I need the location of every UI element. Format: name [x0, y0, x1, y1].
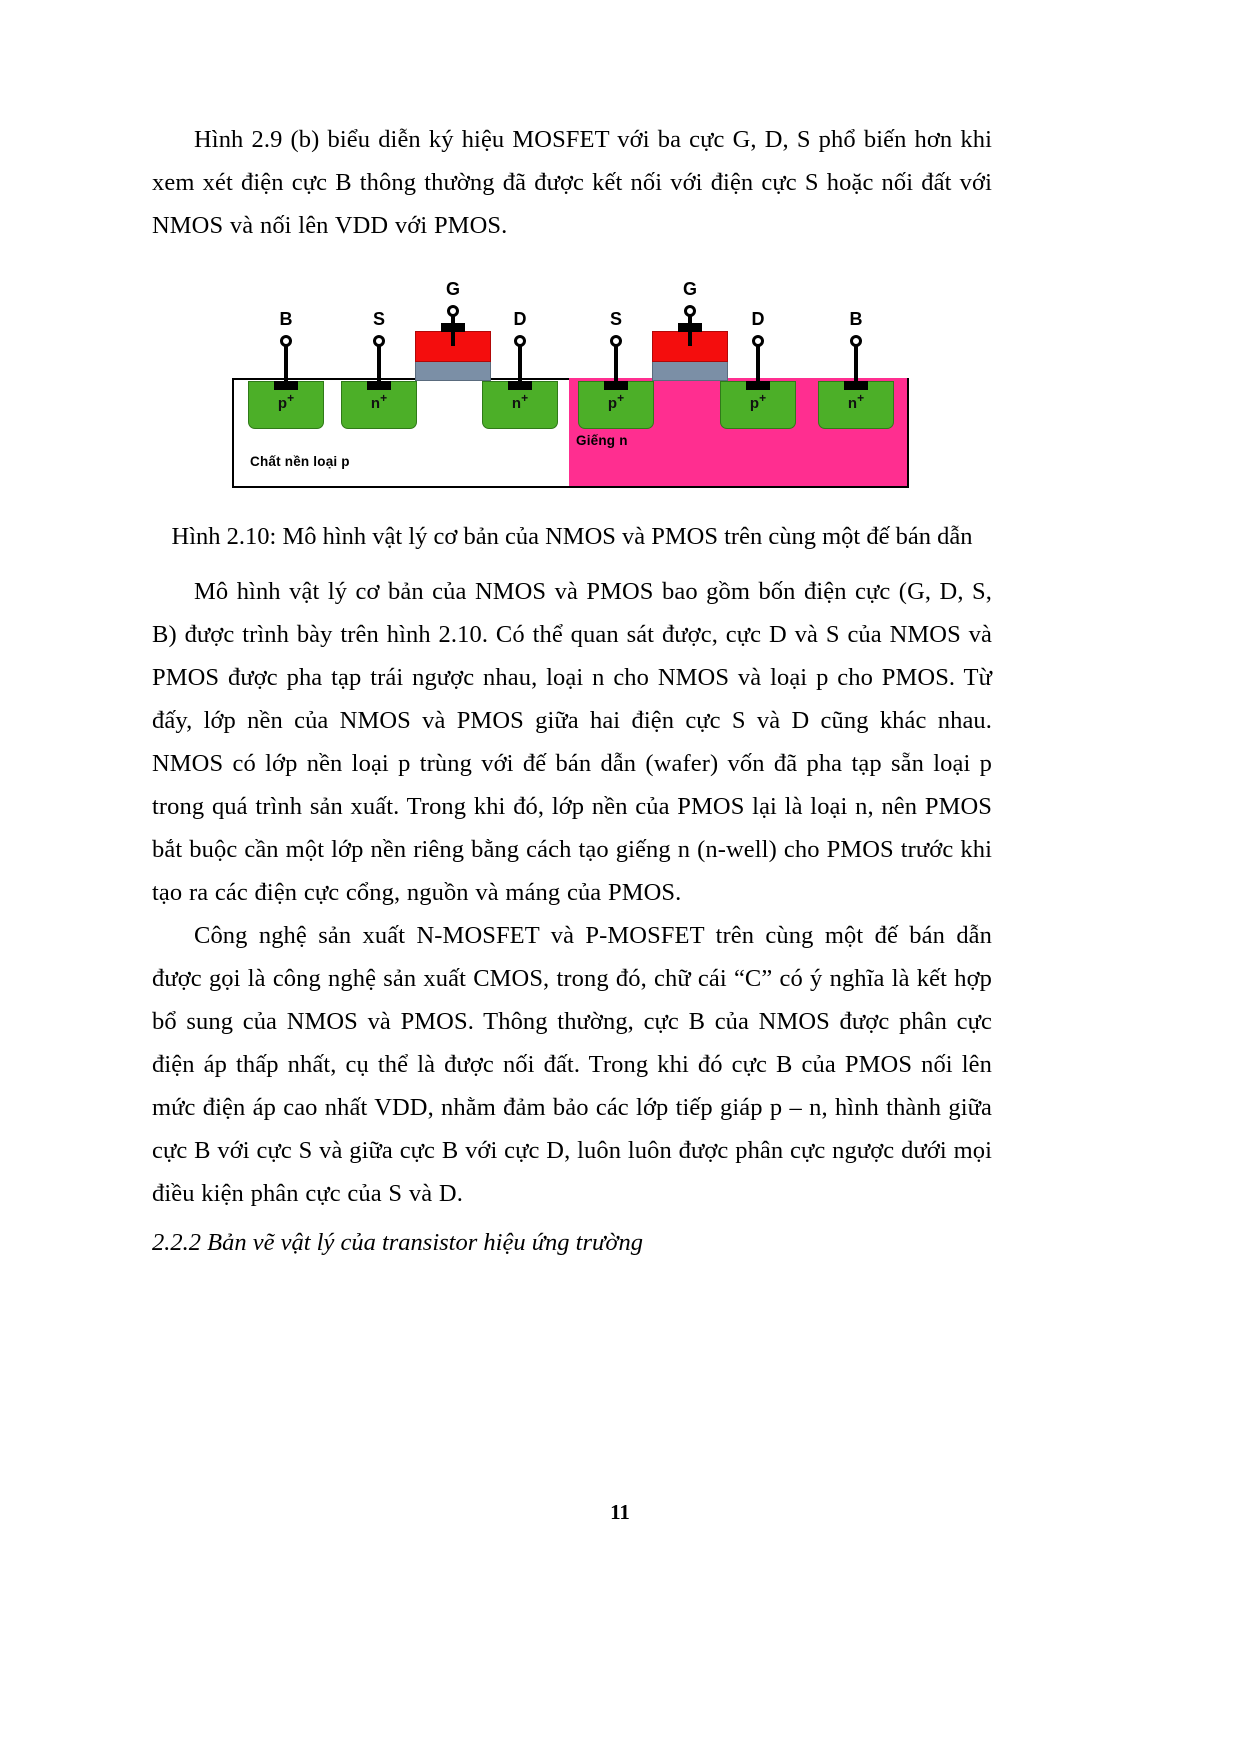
p-substrate-label: Chất nền loại p — [250, 454, 350, 469]
pmos-terminal-b-stem — [854, 346, 858, 384]
pmos-terminal-s-label: S — [609, 309, 622, 329]
pmos-drain-region-label: p — [749, 395, 760, 412]
pmos-body-region-label: n — [847, 395, 858, 412]
pmos-terminal-g-contact-pad — [678, 323, 702, 332]
pmos-drain-region-sup: + — [759, 391, 767, 405]
pmos-terminal-s-stem — [614, 346, 618, 384]
pmos-terminal-s-contact-pad — [604, 381, 628, 390]
intro-paragraph: Hình 2.9 (b) biểu diễn ký hiệu MOSFET với ba cực G, D, S phổ biến hơn khi xem xét điện cực B thông thường đã được kết nối với điện cực S hoặc nối đất với NMOS và nối lên VDD với PMOS. — [152, 126, 992, 239]
section-heading-2-2-2: 2.2.2 Bản vẽ vật lý của transistor hiệu ứng trường — [152, 1229, 643, 1256]
nmos-source-region-sup: + — [380, 391, 388, 405]
pmos-terminal-d-label: D — [751, 309, 765, 329]
pmos-terminal-d-stem — [756, 346, 760, 384]
n-well-label: Giếng n — [576, 433, 628, 448]
nmos-terminal-g-label: G — [445, 279, 460, 299]
pmos-terminal-g-label: G — [682, 279, 697, 299]
nmos-terminal-b-stem — [284, 346, 288, 384]
nmos-terminal-b-contact-pad — [274, 381, 298, 390]
pmos-source-region-label: p — [607, 395, 618, 412]
figure-2-10 — [152, 273, 992, 495]
body-paragraph-1: Mô hình vật lý cơ bản của NMOS và PMOS bao gồm bốn điện cực (G, D, S, B) được trình bày trên hình 2.10. Có thể quan sát được, cực D và S của NMOS và PMOS được pha tạp trái ngược nhau, loại n cho NMOS và loại p cho PMOS. Từ đấy, lớp nền của NMOS và PMOS giữa hai điện cực S và D cũng khác nhau. NMOS có lớp nền loại p trùng với đế bán dẫn (wafer) vốn đã pha tạp sẵn loại p trong quá trình sản xuất. Trong khi đó, lớp nền của PMOS lại là loại n, nên PMOS bắt buộc cần một lớp nền riêng bằng cách tạo giếng n (n-well) cho PMOS trước khi tạo ra các điện cực cổng, nguồn và máng của PMOS. — [152, 578, 992, 906]
figure-diagram — [226, 273, 909, 495]
nmos-body-region-label: p — [277, 395, 288, 412]
body-paragraph-2: Công nghệ sản xuất N-MOSFET và P-MOSFET trên cùng một đế bán dẫn được gọi là công nghệ sản xuất CMOS, trong đó, chữ cái “C” có ý nghĩa là kết hợp bổ sung của NMOS và PMOS. Thông thường, cực B của NMOS được phân cực điện áp thấp nhất, cụ thể là được nối đất. Trong khi đó cực B của PMOS nối lên mức điện áp cao nhất VDD, nhằm đảm bảo các lớp tiếp giáp p – n, hình thành giữa cực B với cực S và giữa cực B với cực D, luôn luôn được phân cực ngược dưới mọi điều kiện phân cực của S và D. — [152, 922, 992, 1207]
nmos-drain-region-label: n — [511, 395, 522, 412]
nmos-terminal-s-stem — [377, 346, 381, 384]
nmos-terminal-s-contact-pad — [367, 381, 391, 390]
page-number: 11 — [610, 1500, 630, 1524]
pmos-terminal-b-contact-pad — [844, 381, 868, 390]
nmos-gate-oxide — [415, 361, 491, 381]
figure-caption: Hình 2.10: Mô hình vật lý cơ bản của NMOS và PMOS trên cùng một đế bán dẫn — [171, 523, 973, 550]
pmos-gate-oxide — [652, 361, 728, 381]
nmos-terminal-d-contact-pad — [508, 381, 532, 390]
nmos-body-region-sup: + — [287, 391, 295, 405]
nmos-terminal-d-label: D — [513, 309, 527, 329]
pmos-source-region-sup: + — [617, 391, 625, 405]
page-content — [152, 118, 992, 1264]
pmos-body-region-sup: + — [857, 391, 865, 405]
pmos-terminal-b-label: B — [849, 309, 863, 329]
nmos-terminal-b-label: B — [279, 309, 293, 329]
nmos-terminal-s-label: S — [372, 309, 385, 329]
pmos-terminal-d-contact-pad — [746, 381, 770, 390]
nmos-terminal-g-contact-pad — [441, 323, 465, 332]
nmos-terminal-d-stem — [518, 346, 522, 384]
nmos-drain-region-sup: + — [521, 391, 529, 405]
nmos-source-region-label: n — [370, 395, 381, 412]
